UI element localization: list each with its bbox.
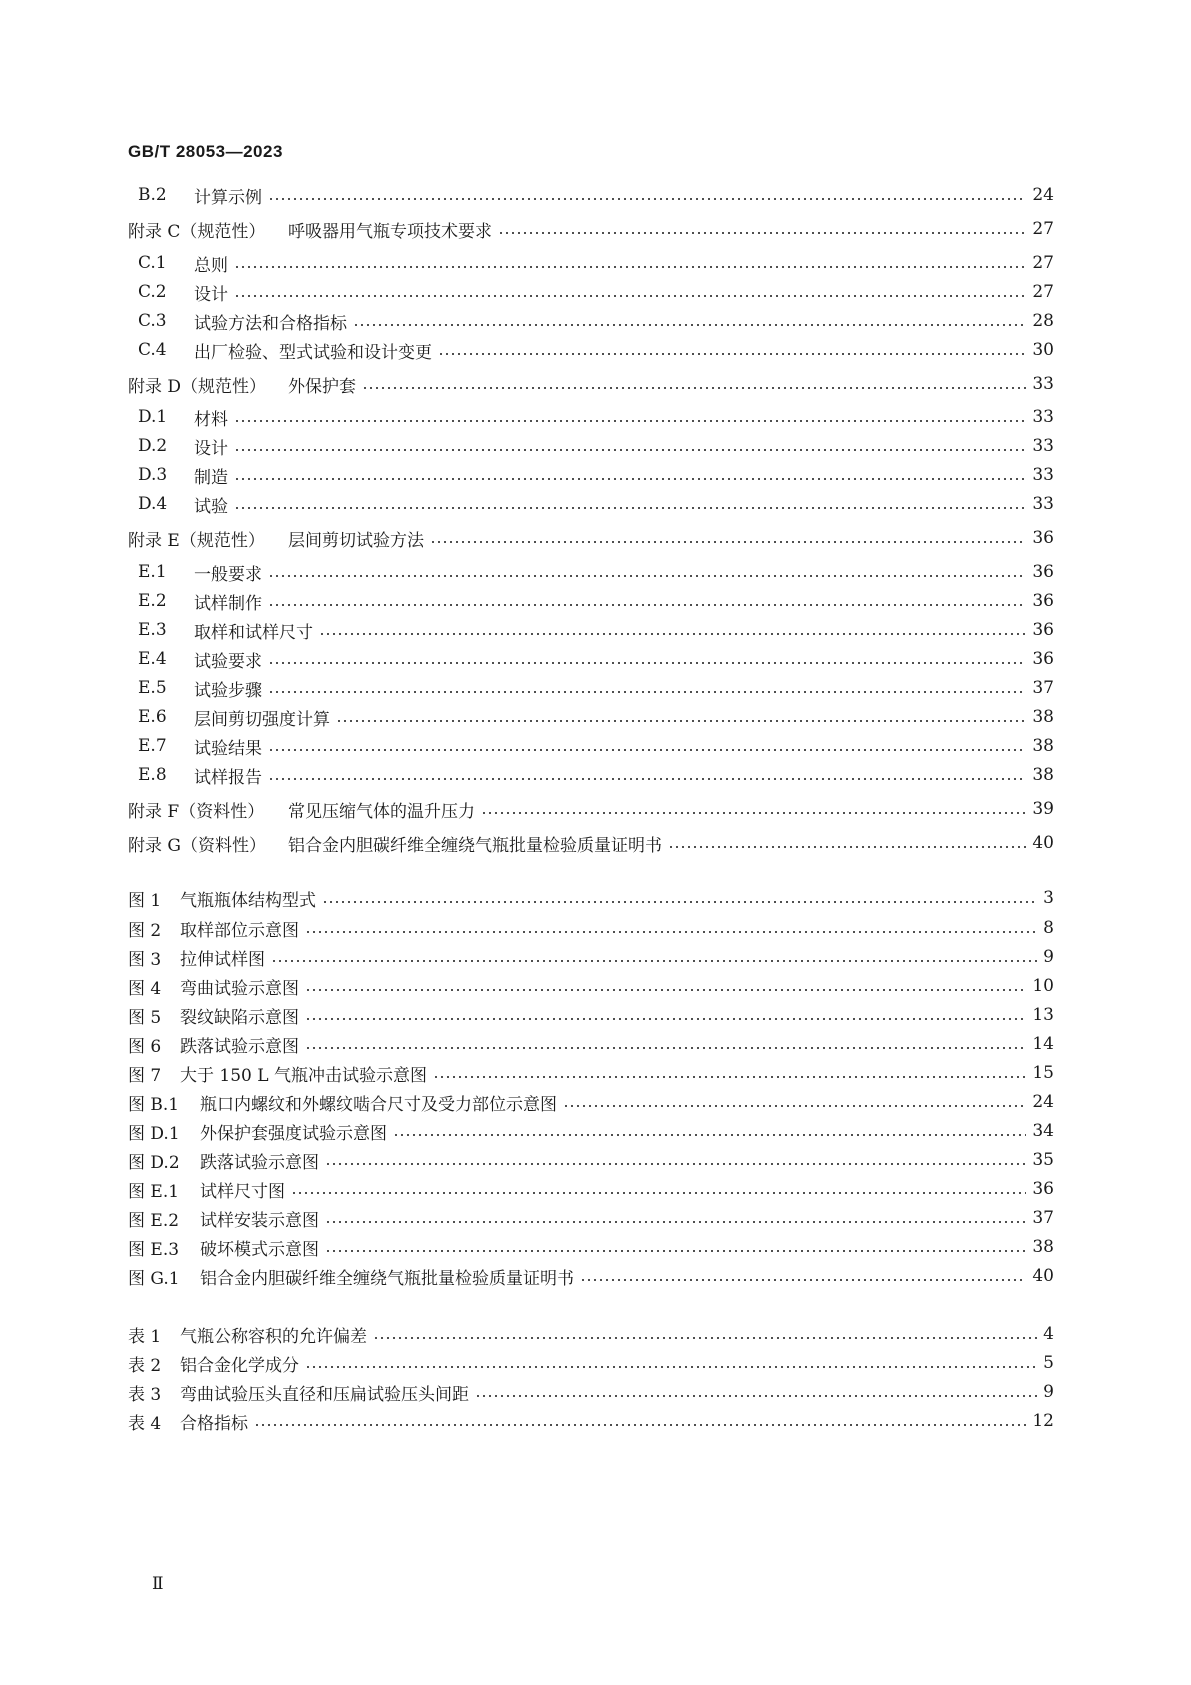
toc-leader-dots	[475, 1395, 1037, 1397]
toc-leader-dots	[481, 812, 1026, 814]
toc-entry-page: 13	[1032, 1005, 1054, 1025]
toc-leader-dots	[268, 575, 1026, 577]
toc-entry[interactable]	[138, 433, 1054, 459]
toc-leader-dots	[254, 1424, 1026, 1426]
toc-leader-dots	[234, 420, 1026, 422]
toc-entry-label: 表 3	[128, 1384, 162, 1405]
toc-leader-dots	[433, 1076, 1026, 1078]
toc-entry-label: E.3	[138, 620, 167, 640]
toc-entry[interactable]	[128, 830, 1054, 856]
toc-entry[interactable]	[138, 308, 1054, 334]
toc-entry-title: 铝合金内胆碳纤维全缠绕气瓶批量检验质量证明书	[200, 1268, 574, 1289]
toc-entry-page: 24	[1032, 1092, 1054, 1112]
toc-entry[interactable]	[138, 337, 1054, 363]
toc-leader-dots	[268, 749, 1026, 751]
toc-leader-dots	[319, 633, 1026, 635]
toc-entry-title: 试样尺寸图	[200, 1181, 285, 1202]
toc-leader-dots	[268, 662, 1026, 664]
toc-entry[interactable]	[128, 1408, 1054, 1434]
toc-entry[interactable]	[138, 588, 1054, 614]
toc-leader-dots	[668, 846, 1026, 848]
toc-entry-page: 38	[1032, 736, 1054, 756]
toc-entry-label: 图 B.1	[128, 1094, 180, 1115]
toc-entry-title: 呼吸器用气瓶专项技术要求	[288, 221, 492, 242]
toc-entry[interactable]	[128, 1031, 1054, 1057]
toc-leader-dots	[305, 1018, 1026, 1020]
toc-entry-label: 附录 D（规范性）	[128, 376, 267, 397]
toc-entry-title: 气瓶公称容积的允许偏差	[180, 1326, 367, 1347]
toc-entry-label: 表 2	[128, 1355, 162, 1376]
toc-entry-title: 大于 150 L 气瓶冲击试验示意图	[180, 1065, 427, 1086]
toc-entry-label: 附录 C（规范性）	[128, 221, 266, 242]
toc-entry[interactable]	[128, 525, 1054, 551]
toc-entry-page: 36	[1032, 528, 1054, 548]
toc-leader-dots	[268, 778, 1026, 780]
toc-leader-dots	[234, 507, 1026, 509]
toc-entry-label: C.4	[138, 340, 167, 360]
toc-entry-label: E.6	[138, 707, 167, 727]
toc-leader-dots	[325, 1250, 1026, 1252]
toc-entry-label: 图 5	[128, 1007, 162, 1028]
toc-entry[interactable]	[128, 1089, 1054, 1115]
toc-entry-title: 试验	[194, 496, 228, 517]
toc-entry[interactable]	[138, 617, 1054, 643]
toc-entry-title: 合格指标	[180, 1413, 248, 1434]
toc-entry-page: 36	[1032, 1179, 1054, 1199]
toc-leader-dots	[325, 1221, 1026, 1223]
toc-entry-title: 瓶口内螺纹和外螺纹啮合尺寸及受力部位示意图	[200, 1094, 557, 1115]
toc-entry-label: E.1	[138, 562, 167, 582]
toc-entry[interactable]	[138, 404, 1054, 430]
toc-entry-title: 铝合金内胆碳纤维全缠绕气瓶批量检验质量证明书	[288, 835, 662, 856]
toc-entry-title: 总则	[194, 255, 228, 276]
toc-entry-label: 图 E.2	[128, 1210, 180, 1231]
toc-entry-title: 跌落试验示意图	[200, 1152, 319, 1173]
toc-entry-title: 外保护套	[288, 376, 356, 397]
toc-leader-dots	[563, 1105, 1026, 1107]
toc-entry-label: E.5	[138, 678, 167, 698]
toc-entry-label: 附录 G（资料性）	[128, 835, 266, 856]
toc-entry-label: 表 4	[128, 1413, 162, 1434]
toc-leader-dots	[430, 541, 1026, 543]
toc-entry[interactable]	[128, 1321, 1054, 1347]
toc-entry-title: 计算示例	[194, 187, 262, 208]
toc-entry[interactable]	[128, 796, 1054, 822]
toc-entry-page: 33	[1032, 374, 1054, 394]
toc-entry-page: 33	[1032, 494, 1054, 514]
toc-entry-label: B.2	[138, 185, 167, 205]
toc-entry-title: 取样和试样尺寸	[194, 622, 313, 643]
toc-entry[interactable]	[128, 1060, 1054, 1086]
toc-entry-label: 附录 F（资料性）	[128, 801, 265, 822]
toc-entry-label: C.3	[138, 311, 167, 331]
toc-entry[interactable]	[128, 1379, 1054, 1405]
toc-leader-dots	[336, 720, 1026, 722]
toc-entry-label: D.1	[138, 407, 168, 427]
toc-entry-page: 36	[1032, 620, 1054, 640]
toc-entry-title: 试样报告	[194, 767, 262, 788]
toc-leader-dots	[234, 295, 1026, 297]
toc-entry[interactable]	[128, 1147, 1054, 1173]
toc-entry[interactable]	[138, 182, 1054, 208]
toc-entry-page: 8	[1043, 918, 1054, 938]
toc-entry-title: 外保护套强度试验示意图	[200, 1123, 387, 1144]
toc-entry-page: 36	[1032, 649, 1054, 669]
toc-leader-dots	[373, 1337, 1037, 1339]
toc-entry-label: 附录 E（规范性）	[128, 530, 265, 551]
toc-entry-label: 图 6	[128, 1036, 162, 1057]
toc-entry-label: 图 3	[128, 949, 162, 970]
toc-leader-dots	[268, 198, 1026, 200]
toc-entry-title: 试验步骤	[194, 680, 262, 701]
toc-entry-title: 裂纹缺陷示意图	[180, 1007, 299, 1028]
toc-entry-title: 跌落试验示意图	[180, 1036, 299, 1057]
toc-entry[interactable]	[128, 371, 1054, 397]
page-number: Ⅱ	[152, 1574, 164, 1594]
toc-entry-label: C.1	[138, 253, 167, 273]
toc-leader-dots	[234, 478, 1026, 480]
toc-entry[interactable]	[128, 1263, 1054, 1289]
toc-entry-page: 27	[1032, 282, 1054, 302]
toc-entry-title: 破坏模式示意图	[200, 1239, 319, 1260]
toc-entry-title: 试验要求	[194, 651, 262, 672]
toc-entry[interactable]	[138, 704, 1054, 730]
toc-entry-label: E.4	[138, 649, 167, 669]
toc-entry-page: 35	[1032, 1150, 1054, 1170]
toc-entry-label: 图 D.2	[128, 1152, 180, 1173]
toc-entry-label: 图 G.1	[128, 1268, 180, 1289]
toc-entry-label: 图 2	[128, 920, 162, 941]
toc-entry-page: 39	[1032, 799, 1054, 819]
toc-leader-dots	[234, 266, 1026, 268]
toc-entry[interactable]	[138, 250, 1054, 276]
toc-entry-title: 常见压缩气体的温升压力	[288, 801, 475, 822]
toc-entry-label: E.7	[138, 736, 167, 756]
toc-entry-page: 15	[1032, 1063, 1054, 1083]
toc-entry-title: 出厂检验、型式试验和设计变更	[194, 342, 432, 363]
toc-entry[interactable]	[128, 944, 1054, 970]
toc-entry-page: 37	[1032, 678, 1054, 698]
toc-entry-page: 9	[1043, 1382, 1054, 1402]
toc-entry-label: D.2	[138, 436, 168, 456]
toc-leader-dots	[268, 691, 1026, 693]
toc-entry-label: C.2	[138, 282, 167, 302]
toc-entry-title: 弯曲试验示意图	[180, 978, 299, 999]
toc-entry-page: 14	[1032, 1034, 1054, 1054]
toc-entry-label: 图 1	[128, 890, 162, 911]
toc-entry-page: 3	[1043, 888, 1054, 908]
toc-entry-label: D.3	[138, 465, 168, 485]
toc-leader-dots	[305, 1366, 1037, 1368]
document-code: GB/T 28053—2023	[128, 142, 283, 161]
toc-entry-title: 层间剪切强度计算	[194, 709, 330, 730]
toc-entry-page: 40	[1032, 1266, 1054, 1286]
toc-entry-label: E.8	[138, 765, 167, 785]
toc-entry-page: 10	[1032, 976, 1054, 996]
toc-entry-title: 制造	[194, 467, 228, 488]
toc-leader-dots	[362, 387, 1026, 389]
toc-entry[interactable]	[128, 915, 1054, 941]
toc-entry[interactable]	[138, 559, 1054, 585]
toc-entry-title: 试样制作	[194, 593, 262, 614]
toc-entry[interactable]	[128, 1205, 1054, 1231]
toc-leader-dots	[580, 1279, 1026, 1281]
toc-entry-page: 33	[1032, 407, 1054, 427]
toc-entry-label: E.2	[138, 591, 167, 611]
toc-entry[interactable]	[128, 973, 1054, 999]
toc-entry-page: 27	[1032, 253, 1054, 273]
toc-entry-page: 40	[1032, 833, 1054, 853]
toc-entry-page: 33	[1032, 465, 1054, 485]
toc-entry-title: 铝合金化学成分	[180, 1355, 299, 1376]
toc-leader-dots	[271, 960, 1037, 962]
toc-entry-page: 28	[1032, 311, 1054, 331]
toc-leader-dots	[305, 1047, 1026, 1049]
toc-entry[interactable]	[128, 1176, 1054, 1202]
toc-entry-page: 36	[1032, 591, 1054, 611]
toc-entry-title: 气瓶瓶体结构型式	[180, 890, 316, 911]
toc-entry-page: 34	[1032, 1121, 1054, 1141]
toc-leader-dots	[393, 1134, 1026, 1136]
toc-entry[interactable]	[128, 885, 1054, 911]
toc-leader-dots	[305, 989, 1026, 991]
toc-entry[interactable]	[128, 1350, 1054, 1376]
toc-entry-page: 30	[1032, 340, 1054, 360]
toc-entry[interactable]	[138, 675, 1054, 701]
toc-entry[interactable]	[138, 733, 1054, 759]
toc-entry-page: 37	[1032, 1208, 1054, 1228]
toc-entry[interactable]	[138, 279, 1054, 305]
toc-leader-dots	[322, 901, 1037, 903]
toc-entry-title: 取样部位示意图	[180, 920, 299, 941]
toc-entry-title: 拉伸试样图	[180, 949, 265, 970]
toc-entry-label: 图 7	[128, 1065, 162, 1086]
toc-leader-dots	[291, 1192, 1026, 1194]
toc-entry[interactable]	[138, 762, 1054, 788]
toc-leader-dots	[234, 449, 1026, 451]
toc-leader-dots	[353, 324, 1026, 326]
toc-entry-label: 图 4	[128, 978, 162, 999]
toc-entry-page: 33	[1032, 436, 1054, 456]
toc-entry-page: 38	[1032, 1237, 1054, 1257]
toc-entry[interactable]	[128, 216, 1054, 242]
toc-entry-title: 试验方法和合格指标	[194, 313, 347, 334]
toc-entry-page: 24	[1032, 185, 1054, 205]
toc-entry-label: 图 E.3	[128, 1239, 180, 1260]
toc-entry-title: 设计	[194, 438, 228, 459]
toc-entry[interactable]	[138, 646, 1054, 672]
toc-entry-page: 12	[1032, 1411, 1054, 1431]
toc-entry-label: 表 1	[128, 1326, 162, 1347]
toc-entry[interactable]	[138, 491, 1054, 517]
toc-entry-page: 27	[1032, 219, 1054, 239]
toc-entry-label: 图 D.1	[128, 1123, 180, 1144]
toc-entry-page: 4	[1043, 1324, 1054, 1344]
toc-entry[interactable]	[128, 1118, 1054, 1144]
toc-entry-label: 图 E.1	[128, 1181, 180, 1202]
toc-leader-dots	[325, 1163, 1026, 1165]
toc-entry-page: 36	[1032, 562, 1054, 582]
toc-entry-page: 38	[1032, 707, 1054, 727]
toc-entry-page: 9	[1043, 947, 1054, 967]
toc-entry[interactable]	[128, 1002, 1054, 1028]
toc-entry-title: 层间剪切试验方法	[288, 530, 424, 551]
toc-entry[interactable]	[138, 462, 1054, 488]
toc-leader-dots	[498, 232, 1026, 234]
toc-entry-label: D.4	[138, 494, 168, 514]
toc-entry[interactable]	[128, 1234, 1054, 1260]
toc-entry-title: 一般要求	[194, 564, 262, 585]
toc-leader-dots	[438, 353, 1026, 355]
toc-entry-title: 试验结果	[194, 738, 262, 759]
toc-leader-dots	[268, 604, 1026, 606]
toc-entry-title: 设计	[194, 284, 228, 305]
toc-leader-dots	[305, 931, 1037, 933]
toc-entry-title: 材料	[194, 409, 228, 430]
toc-entry-page: 5	[1043, 1353, 1054, 1373]
toc-entry-title: 弯曲试验压头直径和压扁试验压头间距	[180, 1384, 469, 1405]
toc-entry-title: 试样安装示意图	[200, 1210, 319, 1231]
toc-entry-page: 38	[1032, 765, 1054, 785]
